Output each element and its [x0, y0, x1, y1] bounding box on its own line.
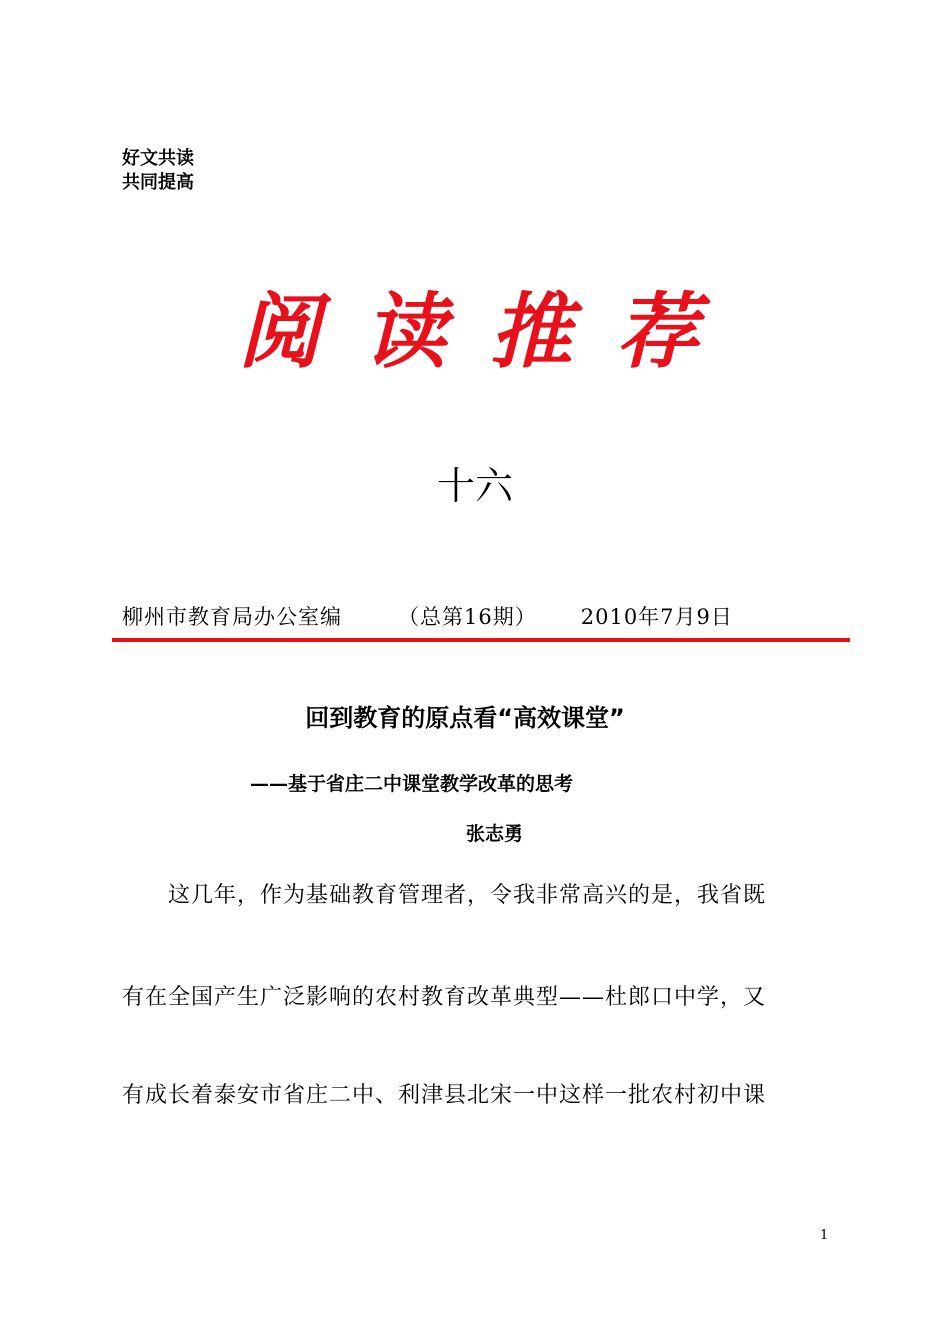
issue-number: 十六	[436, 464, 513, 508]
body-line: 有在全国产生广泛影响的农村教育改革典型——杜郎口中学，又	[122, 985, 767, 1010]
slogan-line-1: 好文共读	[122, 148, 194, 169]
body-line: 这几年，作为基础教育管理者，令我非常高兴的是，我省既	[122, 883, 767, 908]
masthead-title: 阅读推荐	[238, 284, 742, 380]
red-divider	[112, 638, 850, 642]
editor-label: 柳州市教育局办公室编	[122, 605, 342, 629]
date-label: 2010年7月9日	[580, 605, 733, 629]
article-title: 回到教育的原点看“高效课堂”	[305, 704, 625, 732]
page-number: 1	[820, 1228, 829, 1243]
article-subtitle: ——基于省庄二中课堂教学改革的思考	[250, 773, 574, 795]
issue-label: （总第16期）	[398, 605, 537, 629]
article-author: 张志勇	[466, 823, 524, 845]
publication-info	[122, 602, 733, 632]
body-line: 有成长着泰安市省庄二中、利津县北宋一中这样一批农村初中课	[122, 1083, 767, 1108]
slogan-line-2: 共同提高	[122, 172, 194, 193]
